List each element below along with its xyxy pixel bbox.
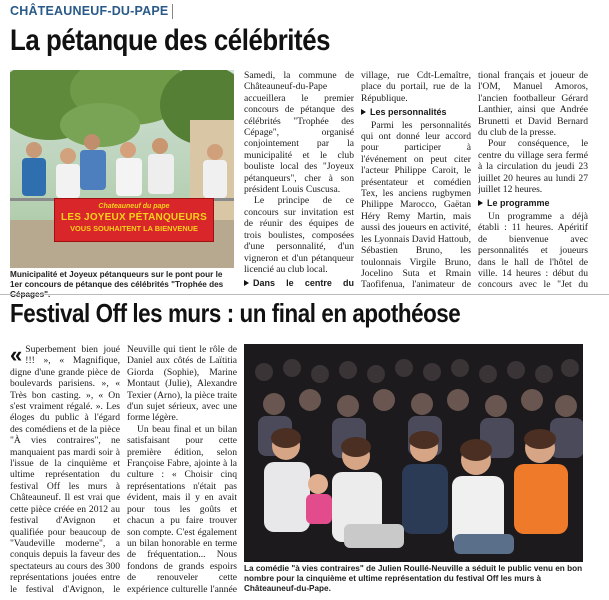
article2-col2-paragraph: Neuville qui tient le rôle de Daniel aux côtés de Laïtitia Giorda (Sophie), Marine Montaut (Julie), Alexandre Texier (Arno), la pièce traite d'un sujet sérieux, avec une forme légère. <box>127 344 237 424</box>
article1-photo <box>10 70 234 268</box>
welcome-banner <box>54 198 214 242</box>
article1-col2-paragraph: village, rue Cdt-Lemaître, place du portail, rue de la République. <box>361 70 471 104</box>
section-divider <box>0 294 609 295</box>
arrow-icon <box>244 280 249 286</box>
article1-column-1 <box>244 70 354 290</box>
article1-column-2 <box>361 70 471 290</box>
subhead-village <box>244 278 354 290</box>
article1-col3-paragraph: Un programme a déjà établi : 11 heures. Apéritif de bienvenue avec personnalités et joueurs dans le hall de l'hôtel de ville. 14 heures : début du concours avec le "Jet du <box>478 210 588 290</box>
banner-line-2: LES JOYEUX PÉTANQUEURS <box>61 212 207 223</box>
subhead-text: Dans le centre du <box>253 278 354 289</box>
subhead-programme <box>478 198 588 209</box>
subhead-personnalites <box>361 107 471 118</box>
banner-line-3: VOUS SOUHAITENT LA BIENVENUE <box>70 224 198 233</box>
article2-column-1 <box>10 344 120 594</box>
article2-headline: Festival Off les murs : un final en apothéose <box>10 298 461 328</box>
article1-col1-paragraph: Samedi, la commune de Châteauneuf-du-Pape accueillera le premier concours de pétanque des célébrités "Trophée des Cépage", organisé conjointement par la municipalité et le club bouliste local des "Joyeux pétanqueurs", cher à son président Louis Cuscusa. <box>244 70 354 196</box>
article1-col3-paragraph: Pour conséquence, le centre du village sera fermé à la circulation du jeudi 23 juillet 20 heures au lundi 27 juillet 12 heures. <box>478 138 588 196</box>
article1-col1-paragraph: Le principe de ce concours sur invitation est de réunir des équipes de trois boulistes, composées d'une personnalité, d'un vigneron et d'un pétanqueur licencié au club local. <box>244 195 354 275</box>
kicker-divider <box>172 4 173 19</box>
article2-photo-caption: La comédie "à vies contraires" de Julien Roullé-Neuville a séduit le public venu en bon nombre pour la cinquième et ultime représentation du festival Off les murs à Châteauneuf-du-Pape. <box>244 564 583 593</box>
article1-col3-paragraph: tional français et joueur de l'OM, Manuel Amoros, l'ancien footballeur Gérard Lanthier, ainsi que Andrée Brunetti et David Bernard du club de la presse. <box>478 70 588 139</box>
article2-col1-paragraph <box>10 344 120 594</box>
article2-col1-text: Superbement bien joué !!! », « Magnifique, digne d'une grande pièce de boulevards parisiens. », « Très bon casting. », « On s'est vraiment régalé. ». Les éloges du public à l'égard des comédiens et de la pièce "À vies contraires", ne manquaient pas mardi soir à l'issue de la cinquième et ultime représentation du festival Off les murs à Châteauneuf. Il est vrai que cette pièce créée en 2012 au festival d'Avignon et qualifiée pour beaucoup de "Vaudeville moderne", a conquis depuis la faveur des spectateurs au cours des 300 représentations jouées entre le festival d'Avignon, le <box>10 344 120 594</box>
subhead-text: Les personnalités <box>370 107 447 118</box>
article1-col2-paragraph: Parmi les personnalités qui ont donné leur accord pour participer à l'événement on peut citer l'acteur Philippe Caroit, le présentateur et comédien Tex, les anciens rugbymen Philippe Marocco, Gaëtan Héry Remy Martin, mais aussi des joueurs en activité, les Lyonnais David Hattoub, Sébastien Bruno, les toulonnais Virgile Bruno, Jocelino Suta et Rmain Taofifenua, l'animateur de <box>361 119 471 290</box>
arrow-icon <box>478 200 483 206</box>
article1-headline: La pétanque des célébrités <box>10 24 331 57</box>
subhead-text: Le programme <box>487 198 550 209</box>
article2-col2-paragraph: Un beau final et un bilan satisfaisant pour cette première édition, selon Françoise Fabre, ajointe à la culture : « Choisir cinq représentations n'était pas évident, mais il y en avait pour tous les goûts et chacun a pu faire trouver son compte. C'est également un bilan honorable en terme de fréquentation... Nous fondons de grands espoirs de renouveler cette expérience culturelle l'année <box>127 423 237 594</box>
arrow-icon <box>361 109 366 115</box>
dropcap-quote: « <box>10 344 23 367</box>
section-kicker: CHÂTEAUNEUF-DU-PAPE <box>10 4 169 18</box>
article1-column-3 <box>478 70 588 290</box>
article2-photo <box>244 344 583 562</box>
article2-column-2 <box>127 344 237 594</box>
banner-line-1: Chateauneuf du pape <box>98 203 170 210</box>
article1-photo-caption: Municipalité et Joyeux pétanqueurs sur le pont pour le 1er concours de pétanque des célébrités "Trophée des <box>10 270 224 289</box>
